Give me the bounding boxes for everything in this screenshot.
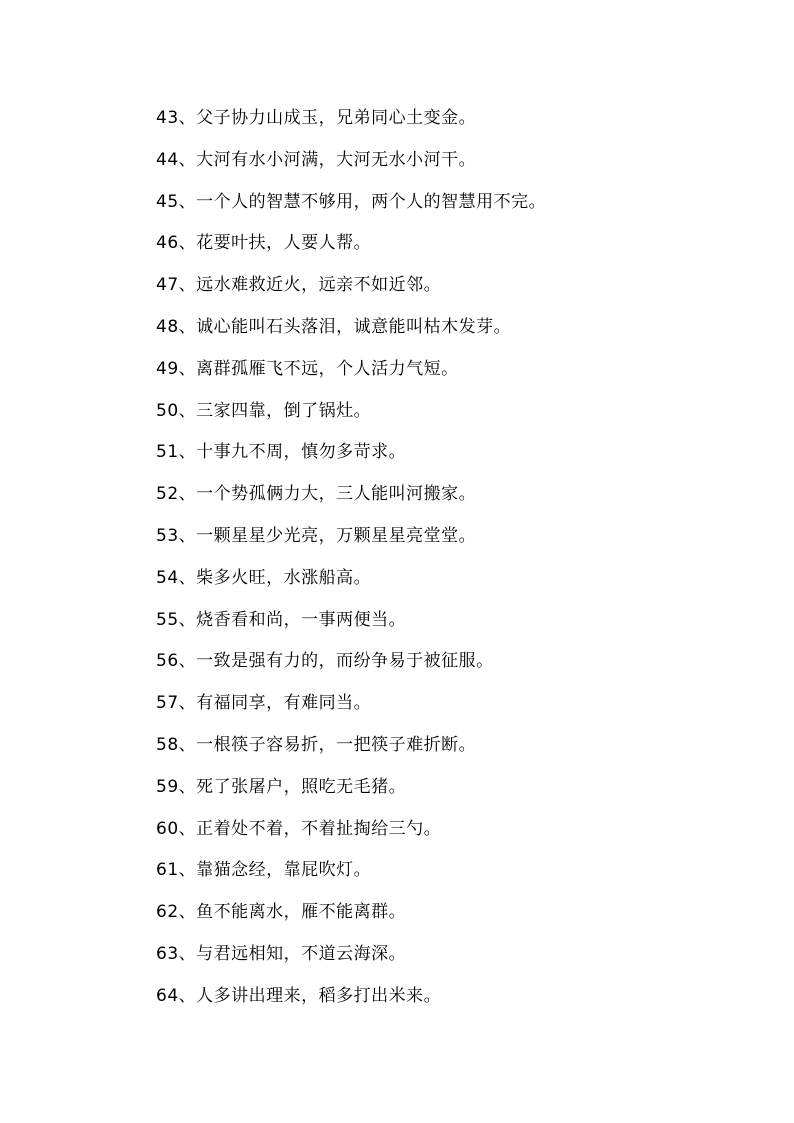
list-item: 55、烧香看和尚，一事两便当。 — [156, 609, 407, 630]
list-item: 48、诚心能叫石头落泪，诚意能叫枯木发芽。 — [156, 316, 512, 337]
list-item: 52、一个势孤俩力大，三人能叫河搬家。 — [156, 484, 477, 505]
list-item: 54、柴多火旺，水涨船高。 — [156, 567, 372, 588]
list-item: 49、离群孤雁飞不远，个人活力气短。 — [156, 358, 459, 379]
list-item: 47、远水难救近火，远亲不如近邻。 — [156, 275, 442, 296]
list-item: 64、人多讲出理来，稻多打出米来。 — [156, 985, 442, 1006]
list-item: 43、父子协力山成玉，兄弟同心土变金。 — [156, 108, 477, 128]
list-item: 58、一根筷子容易折，一把筷子难折断。 — [156, 734, 477, 755]
list-item: 57、有福同享，有难同当。 — [156, 693, 372, 714]
list-item: 60、正着处不着，不着扯掏给三勺。 — [156, 818, 442, 839]
proverb-list — [156, 104, 546, 1024]
list-item: 59、死了张屠户，照吃无毛猪。 — [156, 776, 407, 797]
list-item: 63、与君远相知，不道云海深。 — [156, 943, 407, 964]
list-item: 44、大河有水小河满，大河无水小河干。 — [156, 149, 477, 170]
list-item: 61、靠猫念经，靠屁吹灯。 — [156, 860, 372, 881]
list-item: 46、花要叶扶，人要人帮。 — [156, 233, 372, 254]
list-item: 53、一颗星星少光亮，万颗星星亮堂堂。 — [156, 525, 477, 546]
list-item: 51、十事九不周，慎勿多苛求。 — [156, 442, 407, 463]
list-item: 50、三家四靠，倒了锅灶。 — [156, 400, 372, 421]
list-item: 56、一致是强有力的，而纷争易于被征服。 — [156, 651, 494, 672]
list-item: 45、一个人的智慧不够用，两个人的智慧用不完。 — [156, 191, 547, 212]
list-item: 62、鱼不能离水，雁不能离群。 — [156, 902, 407, 923]
